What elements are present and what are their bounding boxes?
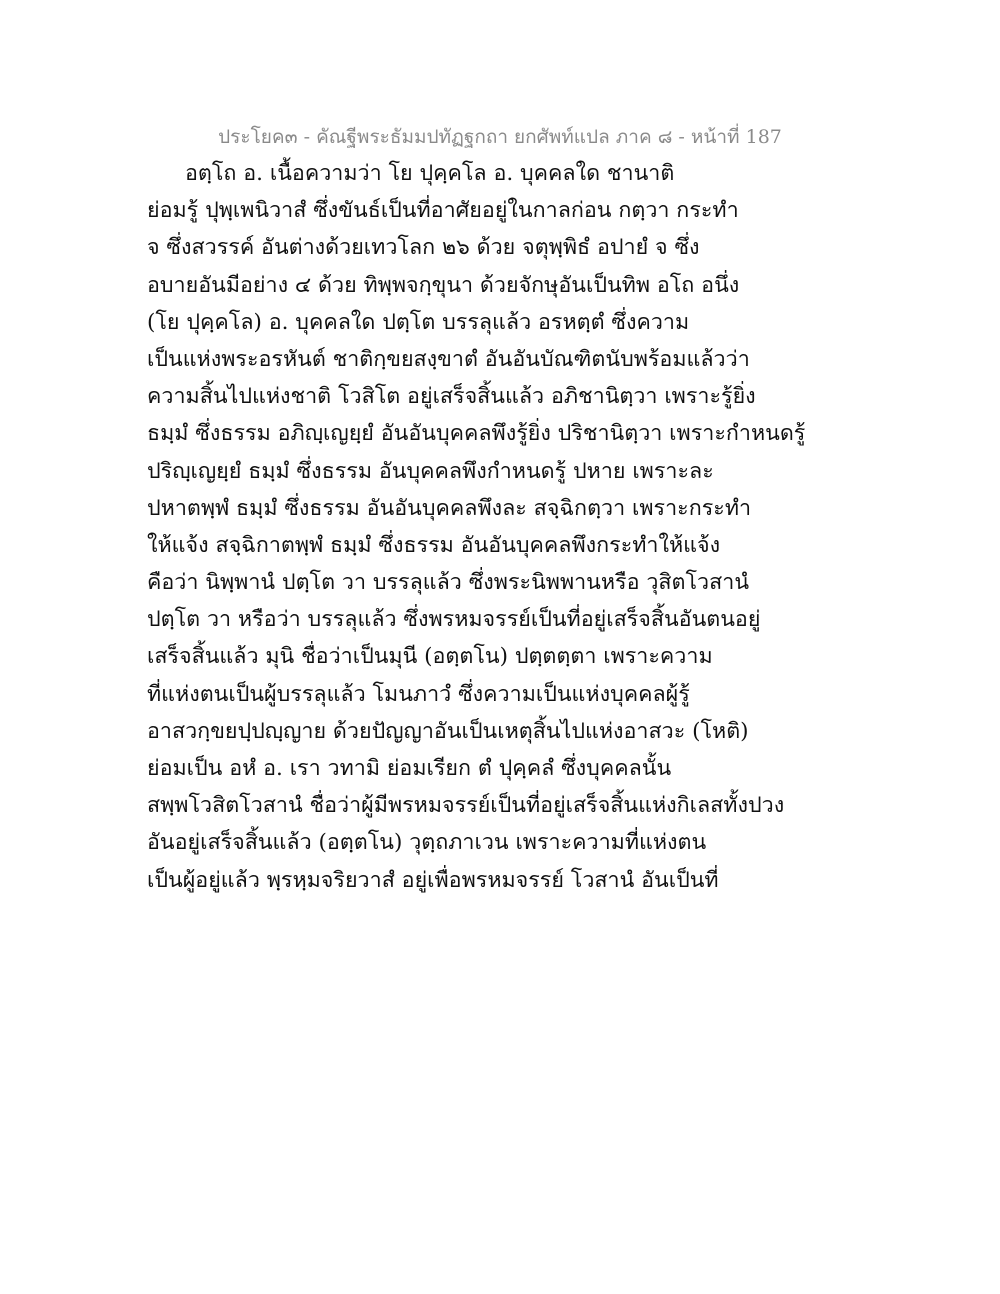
text-line: (โย ปุคฺคโล) อ. บุคคลใด ปตฺโต บรรลุแล้ว อรหตฺตํ ซึ่งความ <box>147 309 690 335</box>
text-line: สพฺพโวสิตโวสานํ ชื่อว่าผู้มีพรหมจรรย์เป็นที่อยู่เสร็จสิ้นแห่งกิเลสทั้งปวง <box>147 793 785 819</box>
text-line: อันอยู่เสร็จสิ้นแล้ว (อตฺตโน) วุตฺถภาเวน เพราะความที่แห่งตน <box>147 830 707 856</box>
text-line: ธมฺมํ ซึ่งธรรม อภิญฺเญยฺยํ อันอันบุคคลพึงรู้ยิ่ง ปริชานิตฺวา เพราะกำหนดรู้ <box>147 421 806 447</box>
text-line: ย่อมเป็น อหํ อ. เรา วทามิ ย่อมเรียก ตํ ปุคฺคลํ ซึ่งบุคคลนั้น <box>147 756 672 781</box>
text-line: ย่อมรู้ ปุพฺเพนิวาสํ ซึ่งขันธ์เป็นที่อาศัยอยู่ในกาลก่อน กตฺวา กระทำ <box>147 198 739 224</box>
text-line: ปตฺโต วา หรือว่า บรรลุแล้ว ซึ่งพรหมจรรย์เป็นที่อยู่เสร็จสิ้นอันตนอยู่ <box>147 607 761 633</box>
text-line: คือว่า นิพฺพานํ ปตฺโต วา บรรลุแล้ว ซึ่งพระนิพพานหรือ วุสิตโวสานํ <box>147 570 750 596</box>
body-text <box>147 155 847 899</box>
text-line: เป็นแห่งพระอรหันต์ ชาติกฺขยสงฺขาตํ อันอันบัณฑิตนับพร้อมแล้วว่า <box>147 346 750 372</box>
text-line: อาสวกฺขยปฺปญฺญาย ด้วยปัญญาอันเป็นเหตุสิ้นไปแห่งอาสวะ (โหติ) <box>147 718 749 744</box>
text-line: เสร็จสิ้นแล้ว มุนิ ชื่อว่าเป็นมุนี (อตฺตโน) ปตฺตตฺตา เพราะความ <box>147 644 713 670</box>
text-line: ความสิ้นไปแห่งชาติ โวสิโต อยู่เสร็จสิ้นแล้ว อภิชานิตฺวา เพราะรู้ยิ่ง <box>147 384 756 410</box>
text-line: อบายอันมีอย่าง ๔ ด้วย ทิพฺพจกฺขุนา ด้วยจักษุอันเป็นทิพ อโถ อนึ่ง <box>147 272 740 298</box>
text-line: ให้แจ้ง สจฺฉิกาตพฺพํ ธมฺมํ ซึ่งธรรม อันอันบุคคลพึงกระทำให้แจ้ง <box>147 532 721 558</box>
text-line: ปริญฺเญยฺยํ ธมฺมํ ซึ่งธรรม อันบุคคลพึงกำหนดรู้ ปหาย เพราะละ <box>147 458 714 484</box>
text-line: ปหาตพฺพํ ธมฺมํ ซึ่งธรรม อันอันบุคคลพึงละ สจฺฉิกตฺวา เพราะกระทำ <box>147 495 752 521</box>
text-line: เป็นผู้อยู่แล้ว พฺรหฺมจริยวาสํ อยู่เพื่อพรหมจรรย์ โวสานํ อันเป็นที่ <box>147 867 719 893</box>
text-line: อตฺโถ อ. เนื้อความว่า โย ปุคฺคโล อ. บุคคลใด ชานาติ <box>185 161 675 186</box>
text-line: ที่แห่งตนเป็นผู้บรรลุแล้ว โมนภาวํ ซึ่งความเป็นแห่งบุคคลผู้รู้ <box>147 681 690 707</box>
page-header <box>0 122 1000 152</box>
page-header-text: ประโยค๓ - คัณฐีพระธัมมปทัฏฐกถา ยกศัพท์แปล ภาค ๘ - หน้าที่ 187 <box>218 126 782 148</box>
text-line: จ ซึ่งสวรรค์ อันต่างด้วยเทวโลก ๒๖ ด้วย จตุพฺพิธํ อปายํ จ ซึ่ง <box>147 235 700 261</box>
